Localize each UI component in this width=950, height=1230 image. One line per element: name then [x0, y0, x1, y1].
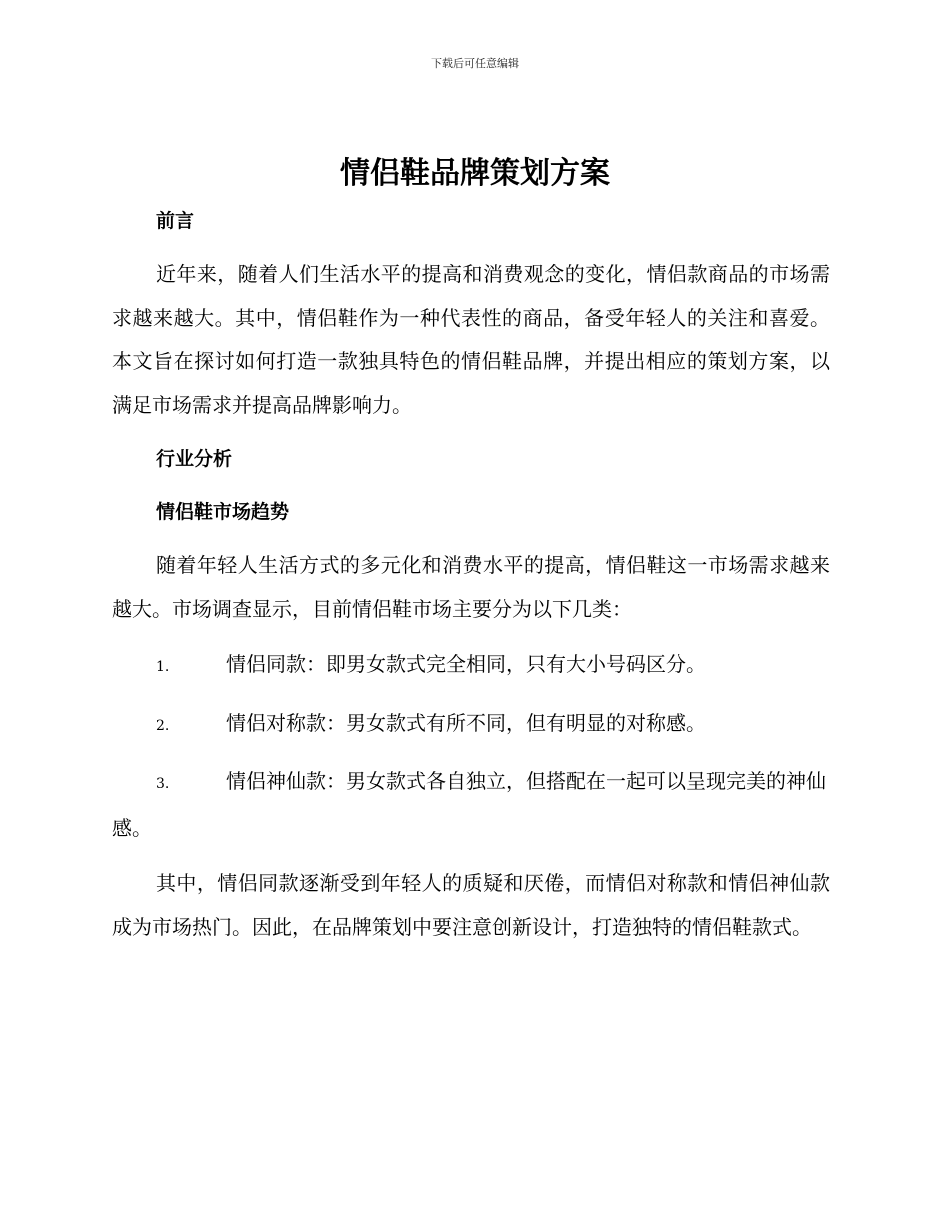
preface-heading: 前言 — [156, 210, 195, 232]
document-body — [112, 200, 830, 949]
list-item-text: 情侣同款：即男女款式完全相同，只有大小号码区分。 — [226, 652, 706, 676]
industry-analysis-heading: 行业分析 — [156, 448, 233, 470]
page-header-note: 下载后可任意编辑 — [431, 57, 519, 70]
list-item — [112, 760, 830, 850]
list-item-text: 情侣对称款：男女款式有所不同，但有明显的对称感。 — [226, 710, 706, 735]
list-item-text: 情侣神仙款：男女款式各自独立，但搭配在一起可以呈现完美的神仙感。 — [112, 769, 826, 840]
market-trend-heading: 情侣鞋市场趋势 — [156, 501, 290, 523]
conclusion-paragraph: 其中，情侣同款逐渐受到年轻人的质疑和厌倦，而情侣对称款和情侣神仙款成为市场热门。因此，在品牌策划中要注意创新设计，打造独特的情侣鞋款式。 — [112, 871, 830, 939]
list-item-number: 3. — [156, 776, 170, 792]
list-item-number: 1. — [156, 659, 170, 675]
document-title: 情侣鞋品牌策划方案 — [340, 156, 610, 191]
list-item-number: 2. — [156, 717, 170, 734]
list-item — [112, 702, 830, 749]
market-trend-paragraph: 随着年轻人生活方式的多元化和消费水平的提高，情侣鞋这一市场需求越来越大。市场调查显示，目前情侣鞋市场主要分为以下几类： — [112, 553, 830, 621]
list-item — [112, 643, 830, 690]
preface-paragraph: 近年来，随着人们生活水平的提高和消费观念的变化，情侣款商品的市场需求越来越大。其中，情侣鞋作为一种代表性的商品，备受年轻人的关注和喜爱。本文旨在探讨如何打造一款独具特色的情侣鞋品牌，并提出相应的策划方案，以满足市场需求并提高品牌影响力。 — [112, 262, 830, 417]
